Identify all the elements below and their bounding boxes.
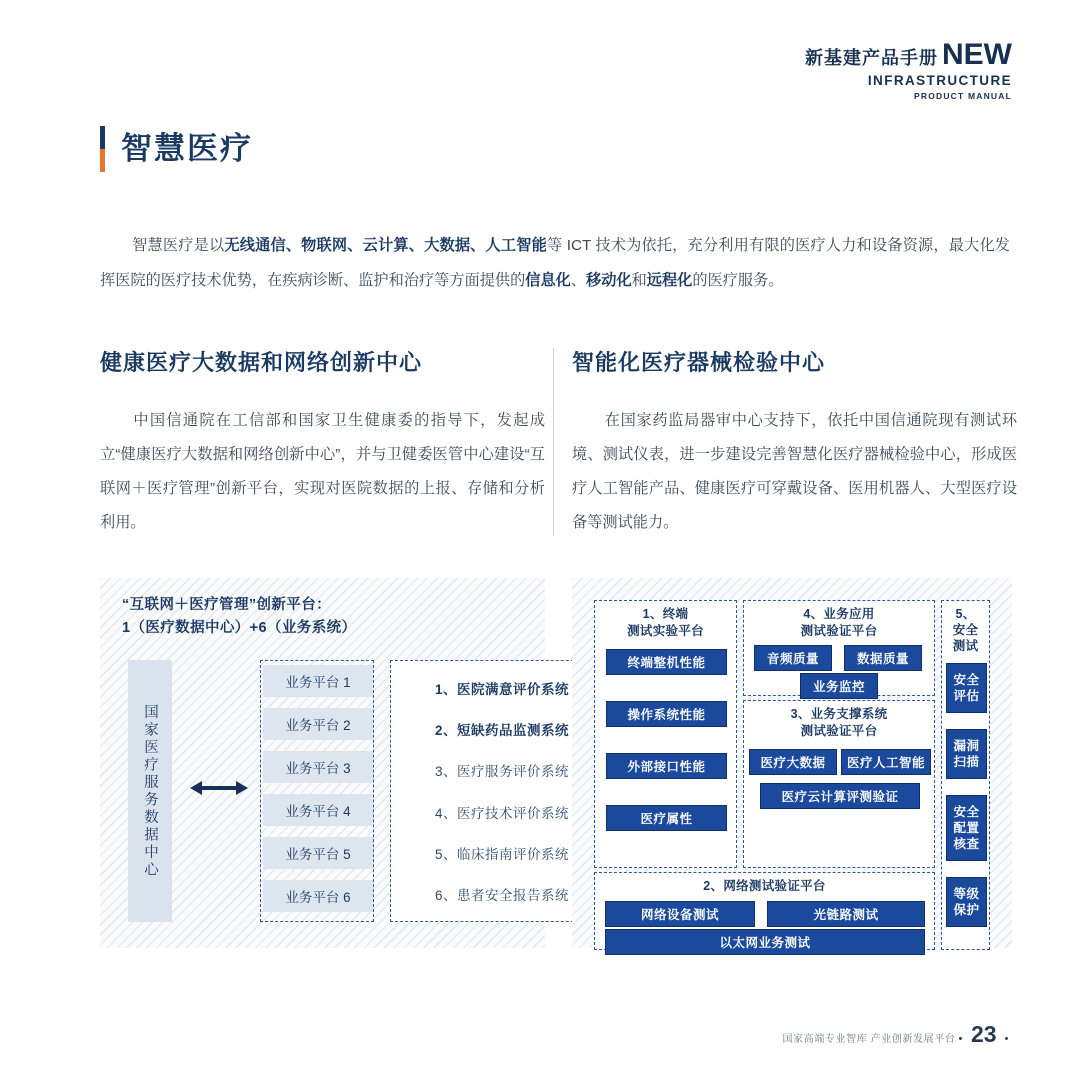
- business-platform-4: 业务平台 4: [263, 794, 373, 826]
- header-infrastructure: INFRASTRUCTURE: [867, 73, 1012, 88]
- chip-medical-attributes: 医疗属性: [606, 805, 727, 831]
- title-accent-bar-blue: [100, 126, 105, 149]
- group1-title-line1: 1、终端: [642, 607, 689, 621]
- chip-security-config-check: [946, 795, 987, 861]
- group4-title-line2: 测试验证平台: [800, 624, 878, 638]
- chip-medical-big-data: 医疗大数据: [749, 749, 837, 775]
- national-medical-data-center-box: [128, 660, 172, 922]
- intro-text-1: 智慧医疗是以: [132, 237, 225, 254]
- business-system-3: 3、医疗服务评价系统: [434, 764, 569, 780]
- diagram-left-title-line1: “互联网＋医疗管理”创新平台：: [122, 597, 331, 613]
- group1-title-line2: 测试实验平台: [627, 624, 704, 638]
- business-platform-2: 业务平台 2: [263, 708, 373, 740]
- chip-security-assessment-line1: 安全: [953, 673, 980, 687]
- footer-dot-right: •: [1004, 1033, 1009, 1045]
- chip-terminal-device-performance: 终端整机性能: [606, 649, 727, 675]
- business-platform-group: [260, 660, 374, 922]
- group-terminal-test-platform: [594, 600, 737, 868]
- title-accent-bar-orange: [100, 149, 105, 172]
- header-title-line: [805, 38, 1012, 72]
- group5-title-line1: 5、: [955, 607, 976, 621]
- group3-title: [744, 701, 934, 740]
- diagram-internet-plus-medical: [100, 578, 569, 948]
- bidirectional-arrow-icon: [190, 778, 248, 798]
- intro-highlight-1: 无线通信、物联网、云计算、大数据、人工智能: [224, 237, 547, 254]
- intro-text-3: 、: [570, 272, 586, 289]
- header-new-word: NEW: [942, 38, 1012, 71]
- chip-security-config-check-line2: 配置: [953, 821, 980, 835]
- chip-security-config-check-line1: 安全: [953, 805, 980, 819]
- page-title-block: [100, 126, 253, 172]
- section-right-title: 智能化医疗器械检验中心: [572, 350, 826, 375]
- chip-vulnerability-scan-line2: 扫描: [953, 755, 980, 769]
- group-business-application-test-platform: [743, 600, 935, 696]
- column-divider: [553, 348, 554, 536]
- business-system-5: 5、临床指南评价系统: [434, 846, 569, 862]
- chip-os-performance: 操作系统性能: [606, 701, 727, 727]
- footer-dot-left: •: [958, 1033, 963, 1045]
- business-platform-5: 业务平台 5: [263, 837, 373, 869]
- header-cn-title: 新基建产品手册: [805, 48, 938, 68]
- group3-title-line2: 测试验证平台: [800, 724, 878, 738]
- section-right: [572, 348, 1017, 540]
- diagram-medical-device-testing: [572, 578, 1012, 948]
- section-right-body-text: 在国家药监局器审中心支持下，依托中国信通院现有测试环境、测试仪表，进一步建设完善智慧化医疗器械检验中心，形成医疗人工智能产品、健康医疗可穿戴设备、医用机器人、大型医疗设备等测试能力。: [572, 412, 1017, 531]
- intro-paragraph: [100, 228, 1010, 298]
- chip-data-quality: 数据质量: [844, 645, 922, 671]
- section-left: [100, 348, 545, 540]
- section-right-body: [572, 404, 1017, 540]
- group-security-test: [941, 600, 990, 950]
- page-footer: [783, 1021, 1012, 1048]
- chip-vulnerability-scan: [946, 729, 987, 779]
- group3-title-line1: 3、业务支撑系统: [790, 707, 888, 721]
- diagram-left-title-line2: 1（医疗数据中心）+6（业务系统）: [122, 620, 357, 636]
- group4-title-line1: 4、业务应用: [803, 607, 875, 621]
- chip-ethernet-service-test: 以太网业务测试: [605, 929, 925, 955]
- chip-external-interface-performance: 外部接口性能: [606, 753, 727, 779]
- chip-classified-protection-line2: 保护: [953, 903, 980, 917]
- header-product-manual: PRODUCT MANUAL: [913, 91, 1012, 101]
- intro-highlight-4: 远程化: [646, 272, 693, 289]
- chip-optical-link-test: 光链路测试: [767, 901, 925, 927]
- chip-network-equipment-test: 网络设备测试: [605, 901, 755, 927]
- section-left-body: [100, 404, 545, 540]
- page-header: [805, 38, 1012, 101]
- group-network-test-platform: [594, 872, 935, 950]
- section-left-title: 健康医疗大数据和网络创新中心: [100, 350, 423, 375]
- business-platform-6: 业务平台 6: [263, 880, 373, 912]
- business-system-4: 4、医疗技术评价系统: [434, 805, 569, 821]
- chip-vulnerability-scan-line1: 漏洞: [953, 739, 980, 753]
- business-platform-1: 业务平台 1: [263, 665, 373, 697]
- page-number: 23: [970, 1021, 997, 1047]
- group-business-support-system-test-platform: [743, 700, 935, 868]
- business-platform-3: 业务平台 3: [263, 751, 373, 783]
- group2-title: 2、网络测试验证平台: [703, 879, 826, 893]
- testing-platform-grid: [594, 600, 990, 950]
- chip-classified-protection: [946, 877, 987, 927]
- intro-highlight-2: 信息化: [525, 272, 571, 289]
- group4-title: [744, 601, 934, 640]
- section-left-body-text: 中国信通院在工信部和国家卫生健康委的指导下，发起成立“健康医疗大数据和网络创新中心”，并与卫健委医管中心建设“互联网＋医疗管理”创新平台，实现对医院数据的上报、存储和分析利用。: [100, 412, 545, 531]
- chip-business-monitoring: 业务监控: [800, 673, 878, 699]
- group1-title: [595, 601, 736, 640]
- group5-title-line2: 安全: [952, 623, 979, 637]
- diagram-left-title: [122, 594, 356, 640]
- chip-security-config-check-line3: 核查: [953, 837, 980, 851]
- title-accent-bar: [100, 126, 105, 172]
- intro-text-2: 等 ICT 技术为依托，充分利用有限的医疗人力和设备资源，最大化发挥医院的医疗技术优势，在疾病诊断、监护和治疗等方面提供的: [100, 237, 1010, 289]
- group5-title: [942, 601, 989, 654]
- chip-classified-protection-line1: 等级: [953, 887, 980, 901]
- national-medical-data-center-label: 国家医疗服务数据中心: [142, 703, 158, 879]
- chip-security-assessment: [946, 663, 987, 713]
- chip-medical-cloud-evaluation: 医疗云计算评测验证: [760, 783, 920, 809]
- chip-audio-quality: 音频质量: [754, 645, 832, 671]
- page-title: 智慧医疗: [121, 131, 253, 166]
- intro-text-5: 的医疗服务。: [692, 272, 784, 289]
- business-system-6: 6、患者安全报告系统: [434, 888, 569, 904]
- business-system-2: 2、短缺药品监测系统: [434, 722, 569, 738]
- intro-text-4: 和: [631, 272, 647, 289]
- chip-medical-ai: 医疗人工智能: [841, 749, 931, 775]
- group5-title-line3: 测试: [952, 639, 979, 653]
- footer-text: 国家高端专业智库 产业创新发展平台: [782, 1034, 956, 1045]
- business-system-1: 1、医院满意评价系统: [434, 681, 569, 697]
- chip-security-assessment-line2: 评估: [953, 689, 980, 703]
- intro-highlight-3: 移动化: [586, 272, 632, 289]
